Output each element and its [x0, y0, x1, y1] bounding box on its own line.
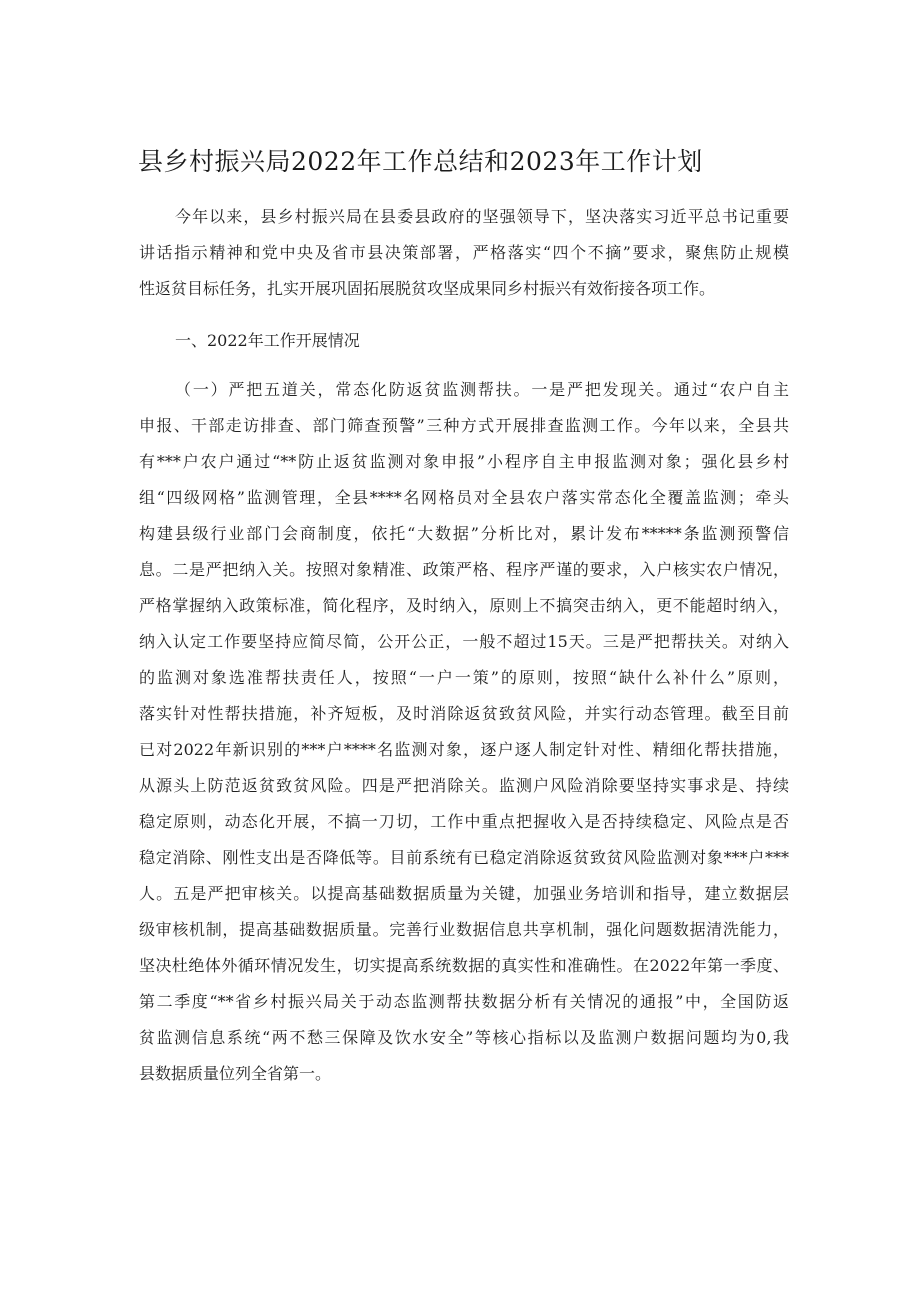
body-line: 县数据质量位列全省第一。 [139, 1064, 332, 1083]
intro-line: 今年以来，县乡村振兴局在县委县政府的坚强领导下，坚决落实习近平总书记重要 [175, 207, 789, 226]
body-line: 的监测对象选准帮扶责任人，按照“一户一策”的原则，按照“缺什么补什么”原则， [139, 668, 789, 687]
body-line: 稳定消除、刚性支出是否降低等。目前系统有已稳定消除返贫致贫风险监测对象***户*** [139, 848, 789, 867]
body-line: 级审核机制，提高基础数据质量。完善行业数据信息共享机制，强化问题数据清洗能力， [139, 920, 789, 939]
body-line: 有***户农户通过“**防止返贫监测对象申报”小程序自主申报监测对象；强化县乡村 [139, 452, 789, 471]
body-line: 贫监测信息系统“两不愁三保障及饮水安全”等核心指标以及监测户数据问题均为0,我 [139, 1028, 789, 1047]
body-line: 人。五是严把审核关。以提高基础数据质量为关键，加强业务培训和指导，建立数据层 [139, 884, 789, 903]
body-line: （一）严把五道关，常态化防返贫监测帮扶。一是严把发现关。通过“农户自主 [175, 380, 789, 399]
intro-line: 性返贫目标任务，扎实开展巩固拓展脱贫攻坚成果同乡村振兴有效衔接各项工作。 [139, 279, 716, 298]
section-heading: 一、2022年工作开展情况 [175, 331, 360, 350]
body-line: 构建县级行业部门会商制度，依托“大数据”分析比对，累计发布*****条监测预警信 [139, 524, 789, 543]
intro-line: 讲话指示精神和党中央及省市县决策部署，严格落实“四个不摘”要求，聚焦防止规模 [139, 243, 789, 262]
document-title: 县乡村振兴局2022年工作总结和2023年工作计划 [138, 147, 703, 176]
body-line: 第二季度“**省乡村振兴局关于动态监测帮扶数据分析有关情况的通报”中，全国防返 [139, 992, 789, 1011]
body-line: 落实针对性帮扶措施，补齐短板，及时消除返贫致贫风险，并实行动态管理。截至目前 [139, 704, 789, 723]
body-line: 息。二是严把纳入关。按照对象精准、政策严格、程序严谨的要求，入户核实农户情况， [139, 560, 789, 579]
body-line: 组“四级网格”监测管理，全县****名网格员对全县农户落实常态化全覆盖监测；牵头 [139, 488, 789, 507]
body-line: 坚决杜绝体外循环情况发生，切实提高系统数据的真实性和准确性。在2022年第一季度、 [139, 956, 789, 975]
body-line: 申报、干部走访排查、部门筛查预警”三种方式开展排查监测工作。今年以来，全县共 [139, 416, 789, 435]
body-line: 稳定原则，动态化开展，不搞一刀切，工作中重点把握收入是否持续稳定、风险点是否 [139, 812, 789, 831]
body-line: 已对2022年新识别的***户****名监测对象，逐户逐人制定针对性、精细化帮扶措施， [139, 740, 789, 759]
body-line: 纳入认定工作要坚持应简尽简，公开公正，一般不超过15天。三是严把帮扶关。对纳入 [139, 632, 789, 651]
body-line: 从源头上防范返贫致贫风险。四是严把消除关。监测户风险消除要坚持实事求是、持续 [139, 776, 789, 795]
body-line: 严格掌握纳入政策标准，简化程序，及时纳入，原则上不搞突击纳入，更不能超时纳入， [139, 596, 789, 615]
